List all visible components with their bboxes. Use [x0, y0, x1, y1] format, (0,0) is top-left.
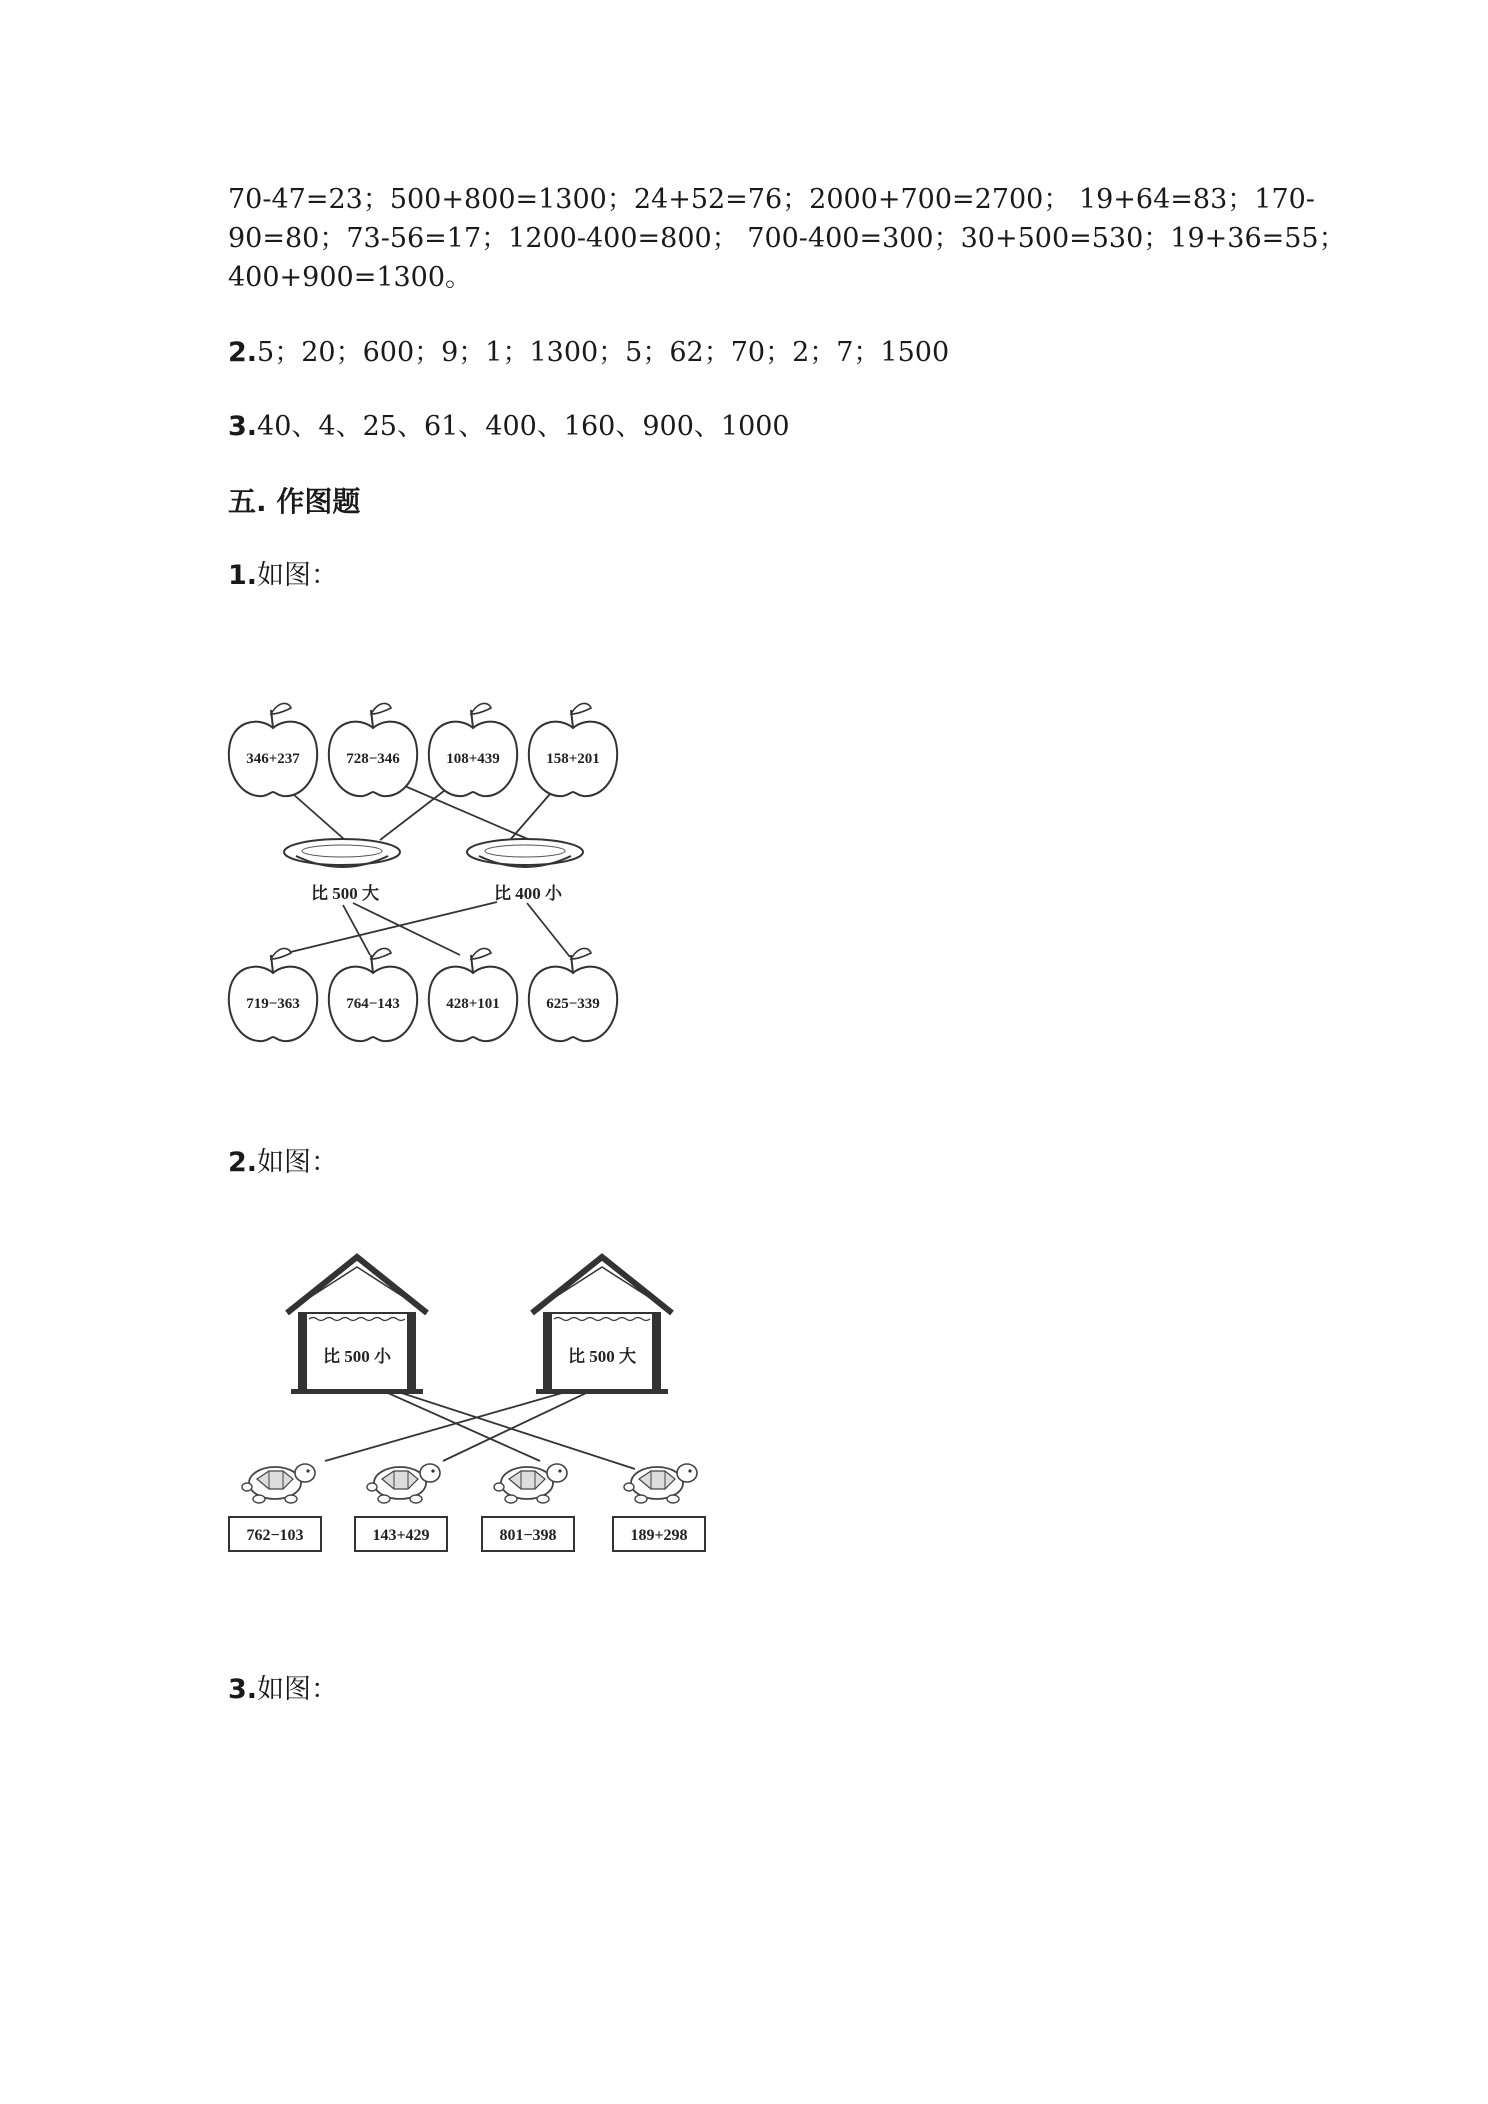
bottom-apple-label: 764−143 [346, 996, 400, 1012]
bottom-apple-label: 719−363 [246, 996, 300, 1012]
turtle-card-label: 143+429 [372, 1527, 430, 1544]
turtle-card [482, 1517, 574, 1551]
turtle-icon [624, 1464, 697, 1503]
figure-2-text: 如图： [257, 1147, 339, 1178]
bottom-apple-label: 428+101 [446, 996, 500, 1012]
top-apple [229, 703, 317, 796]
answer-2 [228, 333, 949, 373]
turtle-icon [242, 1464, 315, 1503]
turtle-card-label: 189+298 [630, 1527, 688, 1544]
figure-3-text: 如图： [257, 1674, 339, 1705]
figure-2-diagram [225, 1285, 725, 1575]
top-apple-label: 346+237 [246, 751, 300, 767]
top-apple-label: 108+439 [446, 751, 500, 767]
figure-1-label [228, 556, 338, 596]
top-apple-label: 728−346 [346, 751, 400, 767]
bottom-apple [329, 948, 417, 1041]
figure-2-number: 2. [228, 1147, 258, 1178]
top-apple [329, 703, 417, 796]
bottom-apple-label: 625−339 [546, 996, 600, 1012]
figure-1-diagram [225, 695, 635, 1055]
answer-3 [228, 407, 790, 447]
answer-line-1: 70-47=23；500+800=1300；24+52=76；2000+700=2700； 19+64=83；170- [228, 184, 1315, 215]
answer-2-text: 5；20；600；9；1；1300；5；62；70；2；7；1500 [257, 337, 950, 368]
turtle-card [229, 1517, 321, 1551]
figure-2-label [228, 1143, 338, 1183]
bottom-apple [429, 948, 517, 1041]
top-apple [429, 703, 517, 796]
bottom-apple [529, 948, 617, 1041]
plate [284, 839, 400, 867]
house-label: 比 500 小 [323, 1347, 391, 1366]
turtle-card-label: 801−398 [499, 1527, 557, 1544]
plate-label: 比 400 小 [494, 884, 562, 903]
turtle-icon [494, 1464, 567, 1503]
figure-3-label [228, 1670, 338, 1710]
answer-line-3: 400+900=1300。 [228, 262, 473, 293]
top-apple [529, 703, 617, 796]
figure-1-number: 1. [228, 560, 258, 591]
turtle-icon [367, 1464, 440, 1503]
turtle-card [355, 1517, 447, 1551]
plate-label: 比 500 大 [311, 884, 379, 903]
house-label: 比 500 大 [568, 1347, 636, 1366]
figure-1-text: 如图： [257, 560, 339, 591]
turtle-card-label: 762−103 [246, 1527, 304, 1544]
figure-3-number: 3. [228, 1674, 258, 1705]
answer-3-text: 40、4、25、61、400、160、900、1000 [257, 411, 790, 442]
answer-3-number: 3. [228, 411, 258, 442]
section-title: 五. 作图题 [228, 485, 361, 518]
house [532, 1257, 672, 1394]
house [287, 1257, 427, 1394]
bottom-apple [229, 948, 317, 1041]
plate [467, 839, 583, 867]
answer-2-number: 2. [228, 337, 258, 368]
top-apple-label: 158+201 [546, 751, 600, 767]
turtle-card [613, 1517, 705, 1551]
answer-line-2: 90=80；73-56=17；1200-400=800； 700-400=300；30+500=530；19+36=55； [228, 223, 1346, 254]
